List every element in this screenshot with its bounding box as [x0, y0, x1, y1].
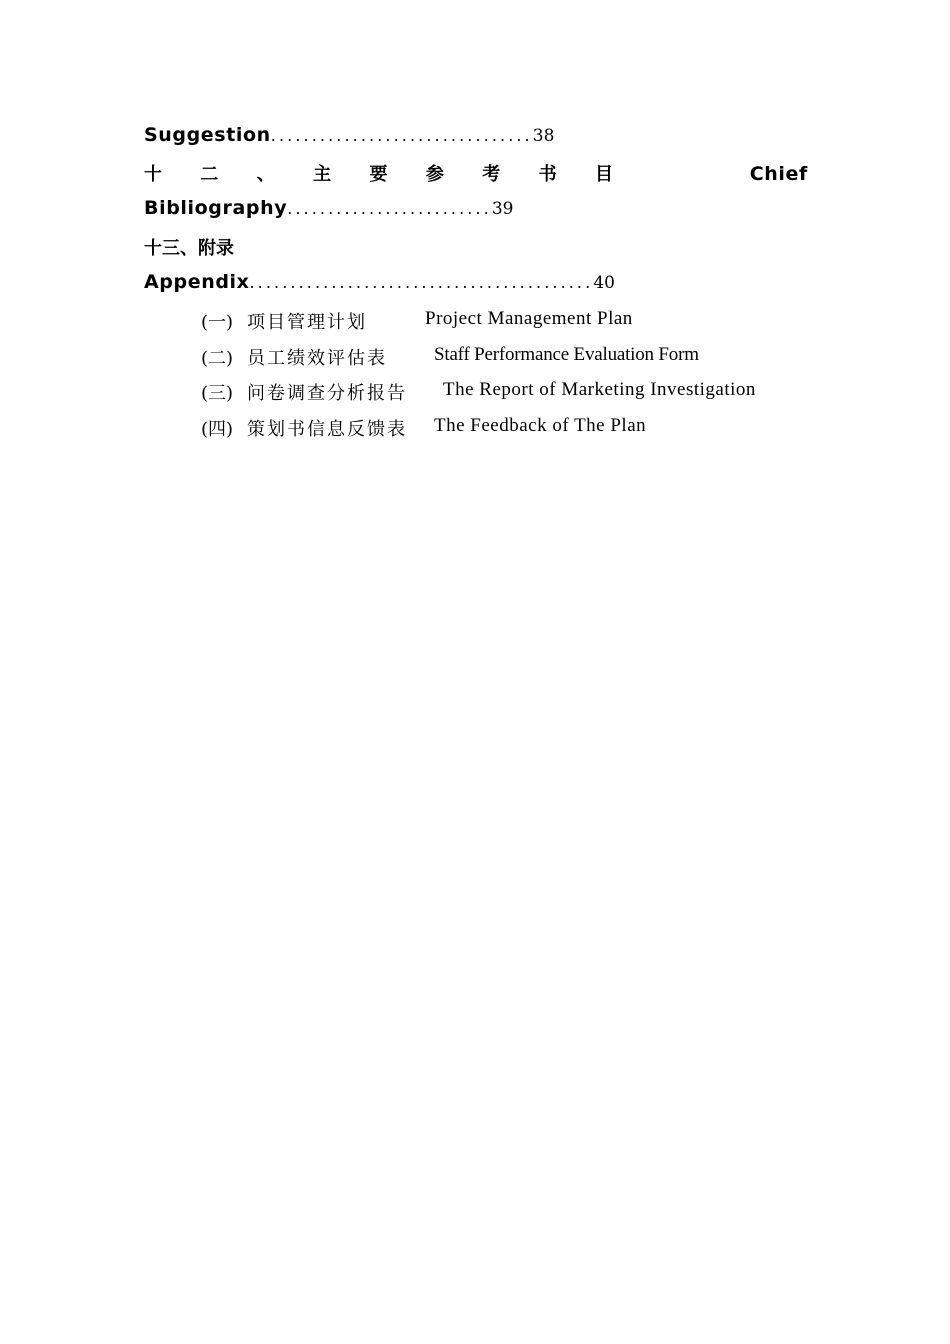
heading-char: 十: [144, 164, 162, 185]
item-en-title: Project Management Plan: [425, 308, 633, 329]
toc-appendix-cn-heading: 十三、附录: [144, 238, 234, 259]
item-number: (四): [201, 419, 234, 440]
item-cn-title: 策划书信息反馈表: [247, 419, 407, 440]
toc-page-number: 39: [491, 199, 514, 219]
toc-page-number: 38: [532, 126, 555, 146]
heading-char: 要: [369, 164, 388, 185]
toc-appendix-item[interactable]: [201, 344, 699, 370]
toc-appendix-item[interactable]: [201, 308, 633, 334]
heading-char: 考: [482, 164, 501, 185]
toc-leader-dots: .........................: [287, 199, 492, 218]
heading-english-word: Chief: [749, 163, 808, 185]
toc-page-number: 40: [593, 273, 615, 293]
item-cn-title: 员工绩效评估表: [247, 348, 387, 369]
toc-leader-dots: ................................: [270, 126, 533, 145]
item-en-title: The Report of Marketing Investigation: [443, 379, 756, 400]
toc-entry-title: Bibliography: [144, 197, 288, 219]
item-cn-title: 问卷调查分析报告: [247, 383, 407, 404]
item-en-title: The Feedback of The Plan: [434, 415, 647, 436]
item-en-title: Staff Performance Evaluation Form: [434, 344, 699, 365]
heading-char: 主: [313, 164, 332, 185]
toc-appendix-item[interactable]: [201, 379, 756, 405]
heading-char: 书: [538, 164, 557, 185]
item-number: (三): [201, 383, 234, 404]
heading-char: 目: [595, 164, 613, 185]
toc-entry-suggestion[interactable]: [144, 124, 554, 146]
toc-entry-bibliography-heading[interactable]: [144, 160, 808, 186]
toc-entry-bibliography[interactable]: [144, 197, 513, 219]
heading-char: 参: [425, 164, 444, 185]
heading-char: 、: [256, 164, 275, 185]
toc-appendix-item[interactable]: [201, 415, 647, 441]
toc-entry-title: Appendix: [144, 271, 250, 293]
toc-leader-dots: ..........................................: [249, 273, 594, 292]
item-cn-title: 项目管理计划: [247, 312, 367, 333]
item-number: (二): [201, 348, 234, 369]
item-number: (一): [201, 312, 234, 333]
toc-entry-appendix[interactable]: [144, 271, 615, 293]
heading-char: 二: [200, 164, 219, 185]
toc-entry-title: Suggestion: [144, 124, 271, 146]
